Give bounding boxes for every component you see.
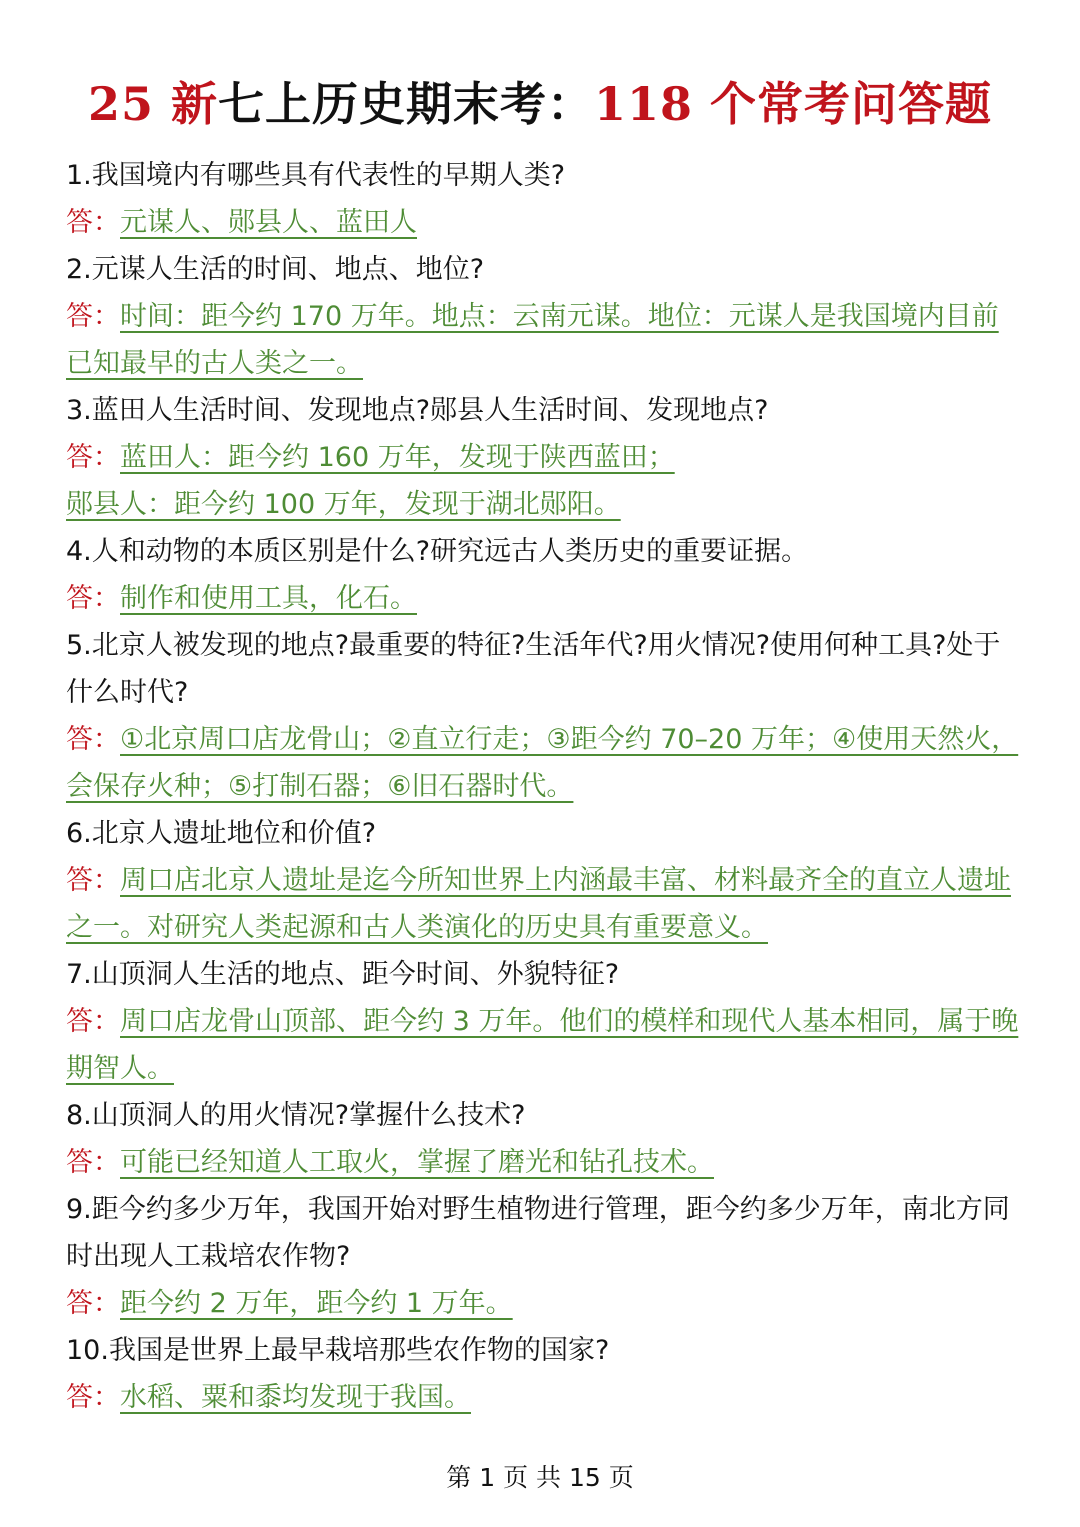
answer-5 <box>66 716 1021 810</box>
answer-text: 周口店北京人遗址是迄今所知世界上内涵最丰富、材料最齐全的直立人遗址之一。对研究人类起源和古人类演化的历史具有重要意义。 <box>66 865 1011 943</box>
question-8: 8.山顶洞人的用火情况?掌握什么技术? <box>66 1100 526 1131</box>
answer-label: 答： <box>66 207 120 238</box>
answer-text: 郧县人：距今约 100 万年，发现于湖北郧阳。 <box>66 489 621 520</box>
title-part-3: 118 个常考问答题 <box>593 77 993 131</box>
answer-3-line-2 <box>66 481 1021 528</box>
answer-text: 水稻、粟和黍均发现于我国。 <box>120 1382 471 1413</box>
answer-text: 周口店龙骨山顶部、距今约 3 万年。他们的模样和现代人基本相同，属于晚期智人。 <box>66 1006 1019 1084</box>
answer-text: 时间：距今约 170 万年。地点：云南元谋。地位：元谋人是我国境内目前已知最早的古人类之一。 <box>66 301 999 379</box>
question-9: 9.距今约多少万年，我国开始对野生植物进行管理，距今约多少万年，南北方同时出现人工栽培农作物? <box>66 1194 1010 1272</box>
question-6: 6.北京人遗址地位和价值? <box>66 818 377 849</box>
qa-list <box>66 152 1021 1421</box>
answer-3 <box>66 434 1021 481</box>
answer-text: 制作和使用工具，化石。 <box>120 583 417 614</box>
answer-6 <box>66 857 1021 951</box>
answer-label: 答： <box>66 301 120 332</box>
answer-8 <box>66 1139 1021 1186</box>
page-title <box>0 68 1080 140</box>
answer-1 <box>66 199 1021 246</box>
question-10: 10.我国是世界上最早栽培那些农作物的国家? <box>66 1335 610 1366</box>
answer-text: ①北京周口店龙骨山；②直立行走；③距今约 70–20 万年；④使用天然火，会保存火种；⑤打制石器；⑥旧石器时代。 <box>66 724 1019 802</box>
answer-label: 答： <box>66 1147 120 1178</box>
answer-label: 答： <box>66 1006 120 1037</box>
answer-label: 答： <box>66 865 120 896</box>
answer-label: 答： <box>66 724 120 755</box>
question-7: 7.山顶洞人生活的地点、距今时间、外貌特征? <box>66 959 620 990</box>
answer-10 <box>66 1374 1021 1421</box>
answer-7 <box>66 998 1021 1092</box>
answer-9 <box>66 1280 1021 1327</box>
question-5: 5.北京人被发现的地点?最重要的特征?生活年代?用火情况?使用何种工具?处于什么时代? <box>66 630 1001 708</box>
answer-4 <box>66 575 1021 622</box>
answer-2 <box>66 293 1021 387</box>
answer-label: 答： <box>66 1382 120 1413</box>
answer-label: 答： <box>66 1288 120 1319</box>
title-part-1: 25 新 <box>87 77 218 131</box>
title-part-2: 七上历史期末考： <box>217 77 594 131</box>
answer-text: 元谋人、郧县人、蓝田人 <box>120 207 417 238</box>
answer-text: 蓝田人：距今约 160 万年，发现于陕西蓝田； <box>120 442 675 473</box>
question-3: 3.蓝田人生活时间、发现地点?郧县人生活时间、发现地点? <box>66 395 769 426</box>
answer-label: 答： <box>66 442 120 473</box>
question-2: 2.元谋人生活的时间、地点、地位? <box>66 254 485 285</box>
answer-text: 可能已经知道人工取火，掌握了磨光和钻孔技术。 <box>120 1147 714 1178</box>
answer-label: 答： <box>66 583 120 614</box>
question-1: 1.我国境内有哪些具有代表性的早期人类? <box>66 160 566 191</box>
question-4: 4.人和动物的本质区别是什么?研究远古人类历史的重要证据。 <box>66 536 809 567</box>
page-footer: 第 1 页 共 15 页 <box>446 1463 634 1492</box>
answer-text: 距今约 2 万年，距今约 1 万年。 <box>120 1288 513 1319</box>
